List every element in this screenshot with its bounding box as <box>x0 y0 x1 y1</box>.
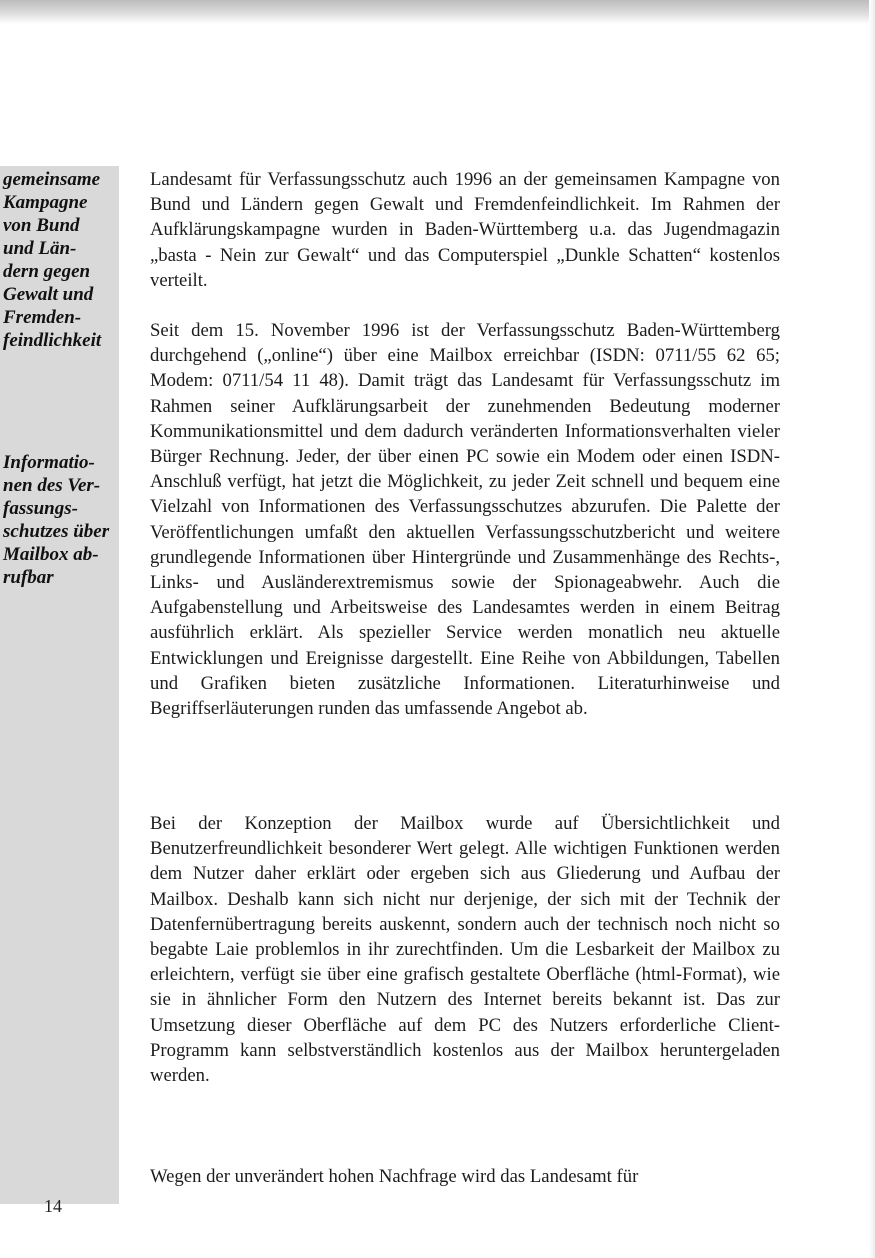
paragraph-campaign: Landesamt für Verfassungsschutz auch 1996 an der gemeinsamen Kampagne von Bund und Ländern gegen Gewalt und Fremdenfeindlichkeit. Im Rahmen der Aufklärungskampagne wurden in Baden-Württemberg u.a. das Jugendmagazin „basta - Nein zur Gewalt“ und das Computerspiel „Dunkle Schatten“ kostenlos verteilt. <box>150 169 780 291</box>
margin-note-campaign: gemeinsame Kampagne von Bund und Län- dern gegen Gewalt und Fremden- feindlichkeit <box>3 169 102 351</box>
scan-top-shadow <box>0 0 875 24</box>
margin-note-mailbox: Informatio- nen des Ver- fassungs- schutzes über Mailbox ab- rufbar <box>3 452 110 588</box>
paragraph-demand: Wegen der unverändert hohen Nachfrage wird das Landesamt für <box>150 1166 639 1187</box>
scan-right-edge <box>869 0 875 1258</box>
paragraph-mailbox-online: Seit dem 15. November 1996 ist der Verfassungsschutz Baden-Württemberg durchgehend („online“) über eine Mailbox erreichbar (ISDN: 0711/55 62 65; Modem: 0711/54 11 48). Damit trägt das Landesamt für Verfassungsschutz im Rahmen seiner Aufklärungsarbeit der zunehmenden Bedeutung moderner Kommunikationsmittel und dem dadurch veränderten Informationsverhalten vieler Bürger Rechnung. Jeder, der über einen PC sowie ein Modem oder einen ISDN-Anschluß verfügt, hat jetzt die Möglichkeit, zu jeder Zeit schnell und bequem eine Vielzahl von Informationen des Verfassungsschutzes abzurufen. Die Palette der Veröffentlichungen umfaßt den aktuellen Verfassungsschutzbericht und weitere grundlegende Informationen über Hintergründe und Zusammenhänge des Rechts-, Links- und Ausländerextremismus sowie der Spionageabwehr. Auch die Aufgabenstellung und Arbeitsweise des Landesamtes werden in einem Beitrag ausführlich erklärt. Als spezieller Service werden monatlich neu aktuelle Entwicklungen und Ereignisse dargestellt. Eine Reihe von Abbildungen, Tabellen und Grafiken bieten zusätzliche Informationen. Literaturhinweise und Begriffserläuterungen runden das umfassende Angebot ab. <box>150 320 780 720</box>
paragraph-mailbox-concept: Bei der Konzeption der Mailbox wurde auf Übersichtlichkeit und Benutzerfreundlichkeit besonderer Wert gelegt. Alle wichtigen Funktionen werden dem Nutzer daher erklärt oder ergeben sich aus Gliederung und Aufbau der Mailbox. Deshalb kann sich nicht nur derjenige, der sich mit der Technik der Datenfernübertragung bereits auskennt, sondern auch der technisch noch nicht so begabte Laie problemlos in ihr zurechtfinden. Um die Lesbarkeit der Mailbox zu erleichtern, verfügt sie über eine grafisch gestaltete Oberfläche (html-Format), wie sie in ähnlicher Form den Nutzern des Internet bereits bekannt ist. Das zur Umsetzung dieser Oberfläche auf dem PC des Nutzers erforderliche Client-Programm kann selbstverständlich kostenlos aus der Mailbox heruntergeladen werden. <box>150 813 780 1087</box>
page-number: 14 <box>44 1196 62 1216</box>
